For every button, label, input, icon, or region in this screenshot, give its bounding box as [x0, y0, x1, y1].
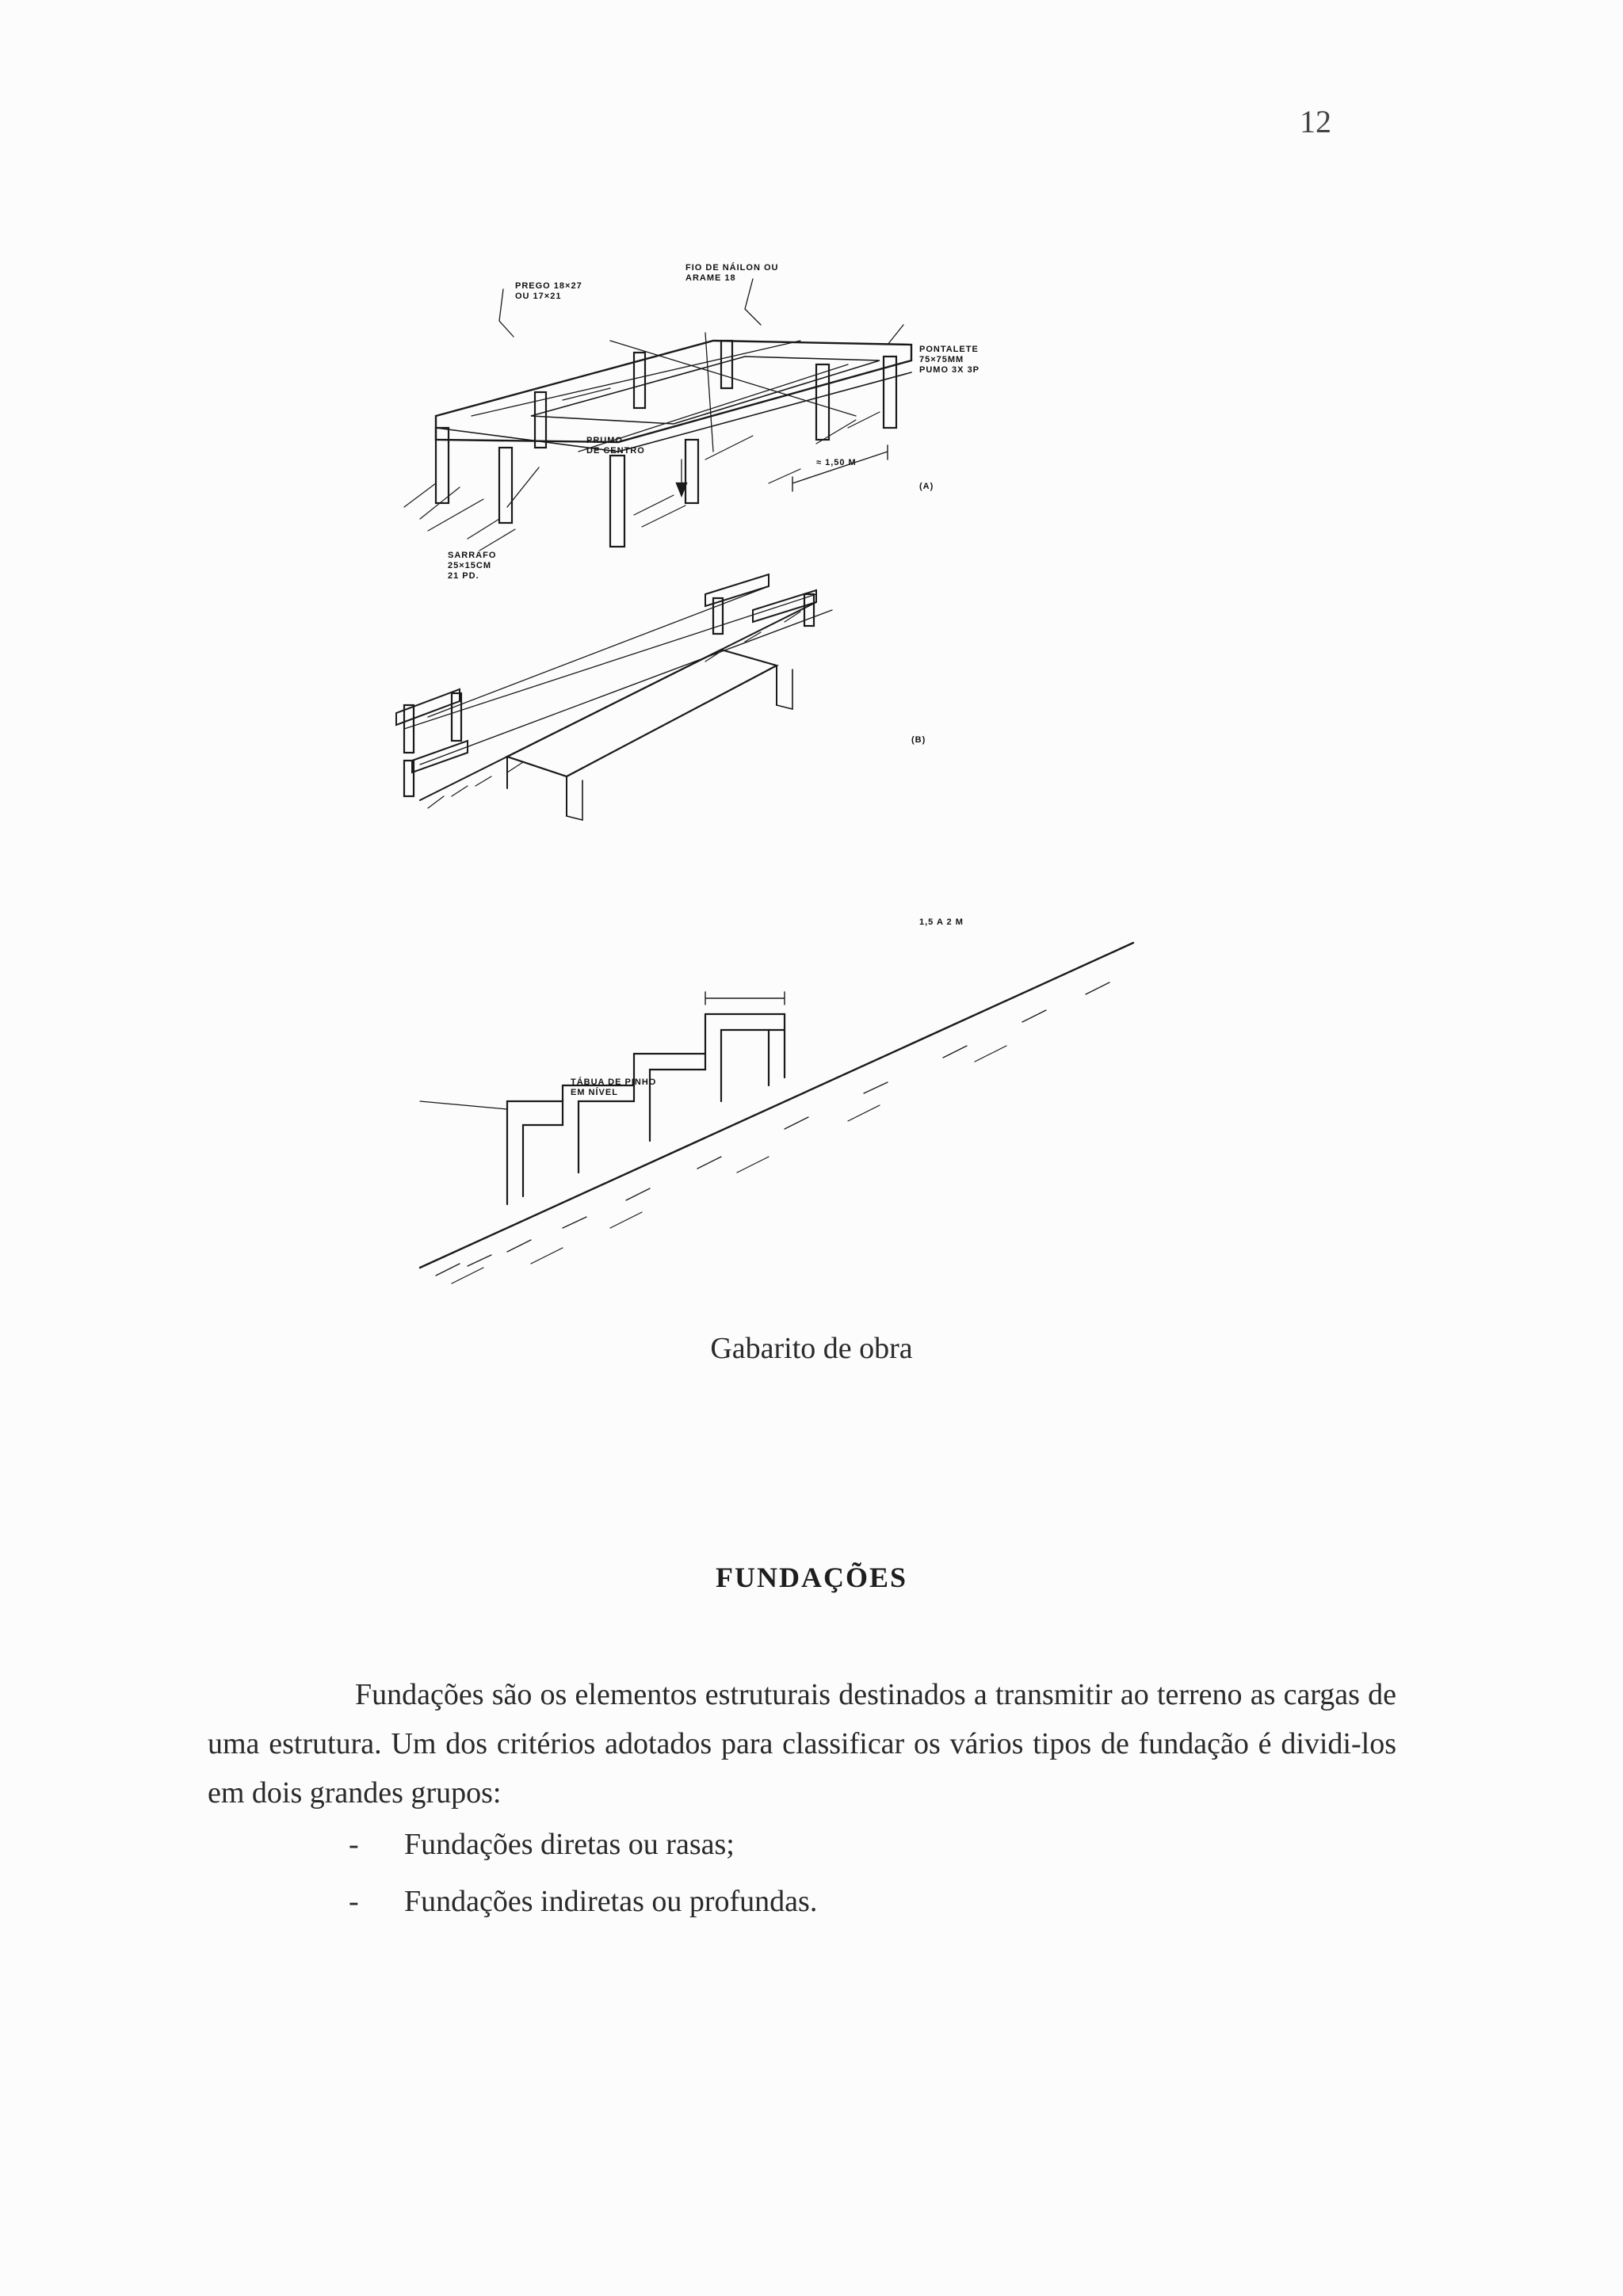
body-paragraph: Fundações são os elementos estruturais destinados a transmitir ao terreno as cargas de uma estrutura. Um dos critérios adotados para classificar os vários tipos de fundação é dividi-los em dois grandes grupos:	[208, 1678, 1396, 1810]
list-item	[349, 1816, 817, 1873]
construction-template-figure	[372, 246, 1181, 1291]
drawing-b	[396, 574, 832, 820]
bullet-dash: -	[349, 1828, 359, 1861]
label-pontalete: PONTALETE 75×75MM PUMO 3X 3P	[919, 345, 980, 375]
foundation-types-list	[349, 1816, 817, 1930]
label-prumo: PRUMO DE CENTRO	[586, 436, 645, 456]
figure-drawing	[372, 246, 1181, 1291]
label-spacing: 1,5 A 2 M	[919, 917, 964, 927]
list-item-text: Fundações indiretas ou profundas.	[404, 1885, 818, 1918]
drawing-c	[420, 943, 1133, 1283]
list-item	[349, 1873, 817, 1930]
label-view-b: (B)	[911, 735, 926, 745]
drawing-a	[404, 279, 911, 551]
label-view-a: (A)	[919, 482, 934, 491]
label-fio: FIO DE NÁILON OU ARAME 18	[685, 263, 779, 283]
section-title: FUNDAÇÕES	[715, 1562, 907, 1593]
figure-caption: Gabarito de obra	[710, 1332, 913, 1365]
list-item-text: Fundações diretas ou rasas;	[404, 1828, 735, 1861]
page-number: 12	[1300, 104, 1331, 139]
bullet-dash: -	[349, 1885, 359, 1918]
label-tabua: TÁBUA DE PINHO EM NÍVEL	[571, 1077, 657, 1097]
label-sarrafo: SARRAFO 25×15CM 21 PD.	[448, 551, 497, 581]
label-dimension: ≈ 1,50 M	[816, 458, 857, 467]
label-prego: PREGO 18×27 OU 17×21	[515, 281, 582, 301]
